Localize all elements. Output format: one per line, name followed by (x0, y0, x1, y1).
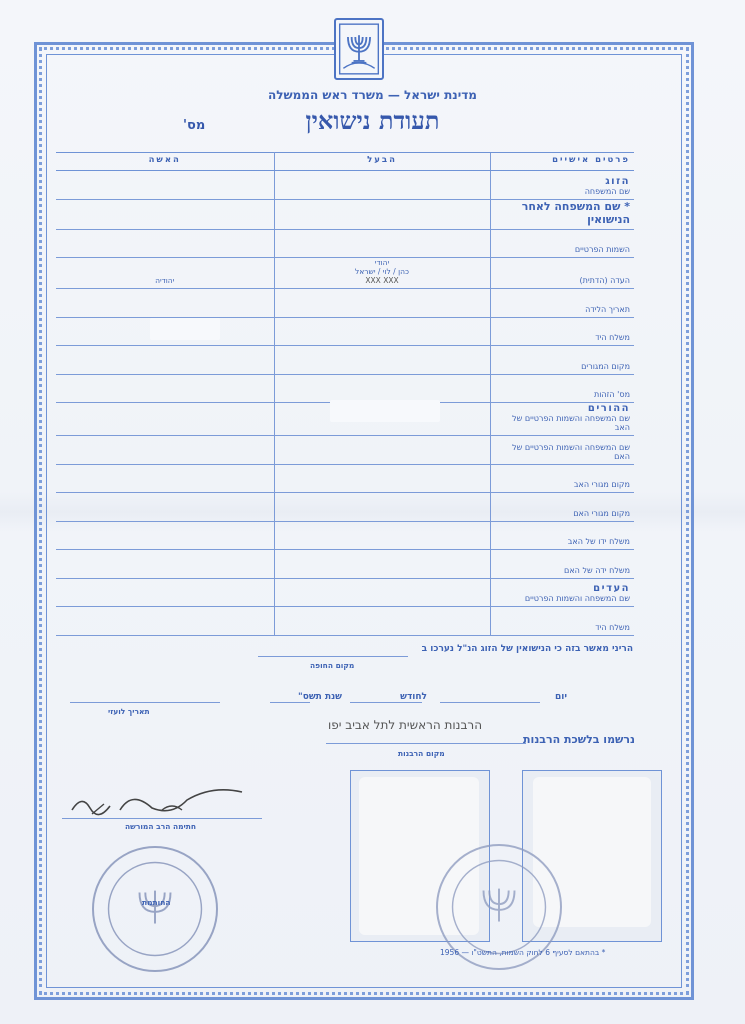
personal-details-table (56, 152, 634, 636)
stamp-label: החותמת (142, 898, 171, 907)
field-label: מקום מגורי האב (573, 480, 630, 489)
page-title: תעודת נישואין (305, 106, 440, 135)
table-row (56, 258, 634, 289)
husband-cell (274, 464, 490, 493)
ministry-header: מדינת ישראל — משרד ראש הממשלה (268, 88, 477, 102)
row-label (490, 289, 634, 318)
rabbinate-line (326, 743, 526, 744)
day-line (440, 702, 540, 703)
table-row (56, 493, 634, 522)
field-label: משלח ידה של האם (564, 565, 630, 575)
row-label (490, 578, 634, 607)
field-label: מקום המגורים (581, 361, 630, 371)
husband-cell (274, 493, 490, 522)
table-row (56, 436, 634, 465)
wife-cell (56, 199, 274, 229)
wife-value: יהודיה (155, 276, 175, 285)
foreign-date-line (70, 702, 220, 703)
husband-cell (274, 374, 490, 403)
signature-label: חתימה הרב המורשה (125, 822, 197, 831)
rabbinate-place-label: מקום הרבנות (398, 749, 445, 758)
wife-cell (56, 521, 274, 550)
husband-subvalue: כהן / לוי / ישראל (355, 267, 409, 276)
redacted-area (330, 400, 440, 422)
table-row (56, 550, 634, 579)
row-label (490, 436, 634, 465)
wife-cell (56, 578, 274, 607)
certificate-number-label: מס' (183, 118, 206, 133)
column-header-husband: הבעל (274, 153, 490, 171)
row-label (490, 550, 634, 579)
redacted-area (150, 318, 220, 340)
state-emblem-icon (334, 18, 384, 80)
field-label: משלח היד (595, 333, 630, 342)
table-row (56, 464, 634, 493)
husband-cell (274, 289, 490, 318)
row-label (490, 346, 634, 375)
field-label: שם המשפחה והשמות הפרטיים של האם (512, 442, 630, 461)
row-label (490, 171, 634, 200)
husband-cell (274, 229, 490, 258)
section-heading: העדים (593, 583, 630, 594)
field-label: שם המשפחה והשמות הפרטיים (524, 594, 630, 603)
husband-cell (274, 521, 490, 550)
husband-cell (274, 317, 490, 346)
field-label: * שם המשפחה לאחר הנישואין (521, 199, 630, 226)
year-label: שנת תשס" (298, 692, 342, 702)
wife-cell (56, 550, 274, 579)
confirmation-text: הריני מאשר בזה כי הנישואין של הזוג הנ"ל נערכו ב (421, 644, 633, 654)
section-heading: הזוג (605, 175, 630, 187)
husband-cell (274, 346, 490, 375)
row-label (490, 317, 634, 346)
husband-value: יהודי (374, 258, 390, 267)
husband-marks: XXX XXX (365, 276, 399, 285)
wife-cell (56, 493, 274, 522)
month-line (350, 702, 422, 703)
table-row (56, 346, 634, 375)
registered-label: נרשמו בלשכת הרבנות (523, 733, 635, 746)
wife-cell (56, 229, 274, 258)
wife-cell (56, 374, 274, 403)
wife-cell (56, 171, 274, 200)
table-row (56, 289, 634, 318)
table-row (56, 229, 634, 258)
rabbinate-value: הרבנות הראשית לתל אביב יפו (328, 718, 483, 732)
table-row (56, 171, 634, 200)
field-label: השמות הפרטיים (574, 245, 630, 254)
table-row (56, 317, 634, 346)
foreign-date-label: תאריך לועזי (108, 707, 150, 716)
wedding-place-label: מקום החופה (310, 661, 355, 670)
row-label (490, 229, 634, 258)
husband-cell (274, 258, 490, 289)
wife-cell (56, 436, 274, 465)
field-label: משלח ידו של האב (567, 537, 630, 546)
husband-cell (274, 436, 490, 465)
row-label (490, 374, 634, 403)
row-label (490, 199, 634, 229)
row-label (490, 493, 634, 522)
day-label: יום (554, 692, 567, 702)
wife-cell (56, 403, 274, 436)
field-label: מקום מגורי האם (573, 508, 630, 518)
row-label (490, 403, 634, 436)
field-label: תאריך הלידה (585, 304, 630, 314)
table-row (56, 607, 634, 636)
field-label: שם המשפחה והשמות הפרטיים של האב (512, 414, 630, 432)
field-label: משלח היד (595, 622, 630, 632)
husband-cell (274, 171, 490, 200)
wedding-place-line (258, 656, 408, 657)
column-header-details: פרטים אישיים (490, 153, 634, 171)
field-label: שם המשפחה (584, 186, 630, 196)
rabbi-signature (62, 780, 262, 820)
wife-cell (56, 258, 274, 289)
row-label (490, 607, 634, 636)
husband-cell (274, 550, 490, 579)
row-label (490, 521, 634, 550)
row-label (490, 258, 634, 289)
wife-cell (56, 346, 274, 375)
husband-cell (274, 607, 490, 636)
signature-line (62, 818, 262, 819)
wife-cell (56, 289, 274, 318)
column-header-wife: האשה (56, 153, 274, 171)
footnote: * בהתאם לסעיף 6 לחוק השמות, התשט"ו — 1956 (440, 948, 606, 957)
year-line (270, 702, 310, 703)
table-row (56, 521, 634, 550)
husband-cell (274, 578, 490, 607)
wife-cell (56, 607, 274, 636)
table-row (56, 374, 634, 403)
wife-cell (56, 464, 274, 493)
table-row (56, 199, 634, 229)
row-label (490, 464, 634, 493)
husband-cell (274, 199, 490, 229)
month-label: לחודש (400, 692, 427, 702)
table-row (56, 578, 634, 607)
section-heading: ההורים (587, 403, 630, 414)
field-label: העדה (הדתית) (579, 276, 630, 285)
field-label: מס' הזהות (593, 390, 630, 399)
rabbinate-stamp (92, 846, 218, 972)
